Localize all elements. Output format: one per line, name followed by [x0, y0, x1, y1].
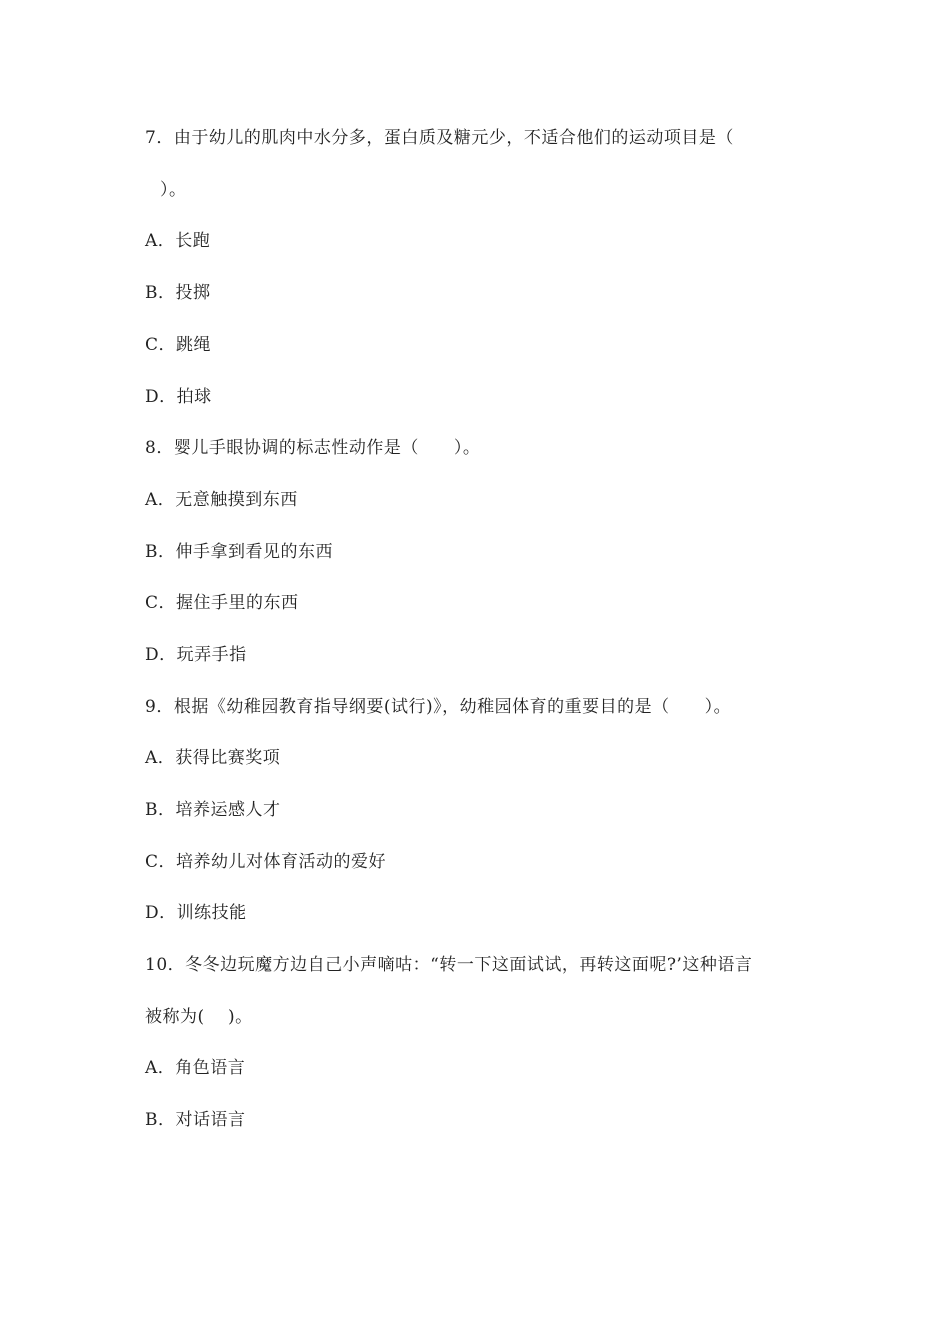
question-8-option-d: D．玩弄手指 — [145, 645, 247, 665]
question-8-option-b: B．伸手拿到看见的东西 — [145, 542, 333, 562]
question-7-option-d: D．拍球 — [145, 387, 212, 407]
question-9-option-c: C．培养幼儿对体育活动的爱好 — [145, 852, 387, 872]
question-7-stem-line-1: 7．由于幼儿的肌肉中水分多，蛋白质及糖元少，不适合他们的运动项目是（ — [145, 128, 734, 148]
question-7-option-c: C．跳绳 — [145, 335, 212, 355]
question-10-option-a: A．角色语言 — [145, 1058, 246, 1078]
question-9-option-b: B．培养运感人才 — [145, 800, 281, 820]
question-8-option-c: C．握住手里的东西 — [145, 593, 299, 613]
question-8-stem: 8．婴儿手眼协调的标志性动作是（ ）。 — [145, 438, 481, 458]
question-7-stem-line-2: ）。 — [160, 180, 187, 200]
question-7-option-b: B．投掷 — [145, 283, 211, 303]
question-9-stem: 9．根据《幼稚园教育指导纲要(试行)》，幼稚园体育的重要目的是（ ）。 — [145, 697, 732, 717]
question-7-option-a: A．长跑 — [145, 231, 211, 251]
question-10-option-b: B．对话语言 — [145, 1110, 246, 1130]
question-10-stem-line-2: 被称为( )。 — [145, 1007, 253, 1027]
question-10-stem-line-1: 10．冬冬边玩魔方边自己小声嘀咕：“转一下这面试试，再转这面呢?’这种语言 — [145, 955, 753, 975]
question-9-option-d: D．训练技能 — [145, 903, 247, 923]
question-8-option-a: A．无意触摸到东西 — [145, 490, 298, 510]
question-9-option-a: A．获得比赛奖项 — [145, 748, 281, 768]
